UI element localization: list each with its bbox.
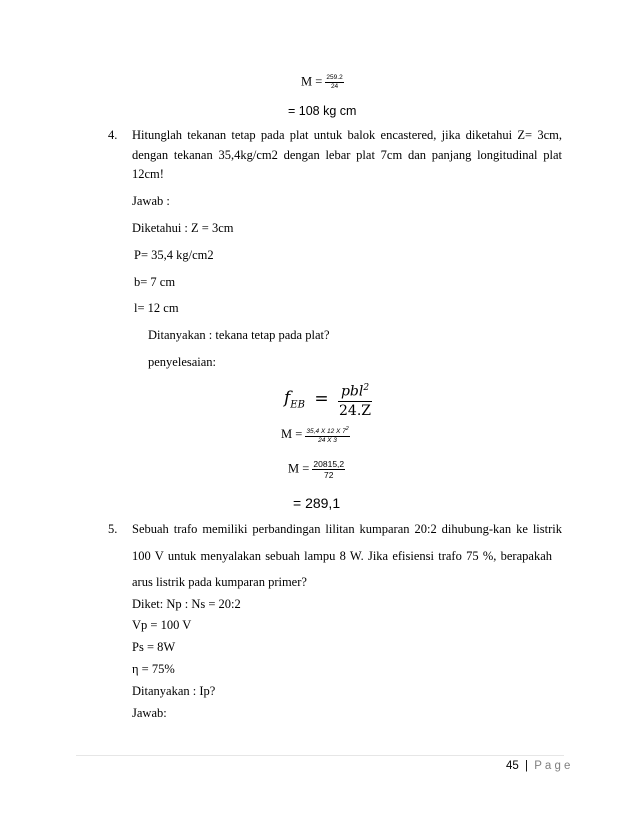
formula-denominator: 24.Z xyxy=(339,402,372,419)
q5-text-line1: Sebuah trafo memiliki perbandingan lilitan kumparan 20:2 dihubung-kan ke listrik xyxy=(132,522,562,536)
formula-numerator: pbl xyxy=(340,383,364,400)
q4-p-value: P= 35,4 kg/cm2 xyxy=(134,248,214,262)
m2-fraction xyxy=(312,459,345,480)
q4-text-line2: dengan tekanan 35,4kg/cm2 dengan lebar plat 7cm dan panjang longitudinal plat xyxy=(132,148,562,162)
q5-text-line2: 100 V untuk menyalakan sebuah lampu 8 W. Jika efisiensi trafo 75 %, berapakah xyxy=(132,549,552,563)
formula-f: f xyxy=(284,388,291,409)
m1-fraction xyxy=(305,425,349,445)
m1-denominator: 24 X 3 xyxy=(318,437,337,445)
page-label: P a g e xyxy=(534,760,571,772)
top-eq-result: = 108 kg cm xyxy=(288,104,357,118)
q5-ditanyakan: Ditanyakan : Ip? xyxy=(132,684,216,698)
m2-numerator: 20815,2 xyxy=(313,459,345,469)
top-eq-lhs: M = xyxy=(301,74,323,89)
q4-m-equation-2 xyxy=(288,459,345,480)
q5-jawab: Jawab: xyxy=(132,706,167,720)
q4-b-value: b= 7 cm xyxy=(134,275,176,289)
q4-diketahui: Diketahui : Z = 3cm xyxy=(132,221,234,235)
q5-vp: Vp = 100 V xyxy=(132,618,192,632)
page-number: 45 xyxy=(506,760,519,772)
page-separator: | xyxy=(525,760,528,772)
top-eq-numerator: 259.2 xyxy=(326,74,343,81)
q4-text-line3: 12cm! xyxy=(132,167,164,181)
q4-jawab: Jawab : xyxy=(132,194,170,208)
q4-result: = 289,1 xyxy=(293,495,341,511)
formula-subscript: EB xyxy=(290,399,305,411)
q4-m-equation-1 xyxy=(281,425,350,445)
q5-number: 5. xyxy=(108,522,118,536)
q4-l-value: l= 12 cm xyxy=(134,301,179,315)
top-eq-fraction xyxy=(325,74,343,91)
page-footer xyxy=(506,760,570,772)
q5-text-line3: arus listrik pada kumparan primer? xyxy=(132,575,307,589)
q5-ps: Ps = 8W xyxy=(132,640,176,654)
m2-denominator: 72 xyxy=(324,470,334,480)
m2-lhs: M = xyxy=(288,461,310,476)
m1-lhs: M = xyxy=(281,426,303,441)
q5-diket: Diket: Np : Ns = 20:2 xyxy=(132,597,241,611)
q4-ditanyakan: Ditanyakan : tekana tetap pada plat? xyxy=(148,328,330,342)
m1-numerator: 35,4 X 12 X 7 xyxy=(306,428,346,436)
q4-text-line1: Hitunglah tekanan tetap pada plat untuk balok encastered, jika diketahui Z= 3cm, xyxy=(132,128,562,142)
q4-penyelesaian: penyelesaian: xyxy=(148,355,217,369)
top-equation xyxy=(301,74,344,91)
formula-num-sup: 2 xyxy=(363,383,370,393)
top-eq-denominator: 24 xyxy=(330,83,339,90)
formula-equals: = xyxy=(314,389,329,410)
footer-rule xyxy=(76,755,564,756)
formula-fraction xyxy=(338,379,372,420)
q5-eta: η = 75% xyxy=(132,662,175,676)
m1-num-sup: 2 xyxy=(345,426,349,432)
q4-formula xyxy=(284,379,372,420)
q4-number: 4. xyxy=(108,128,118,142)
